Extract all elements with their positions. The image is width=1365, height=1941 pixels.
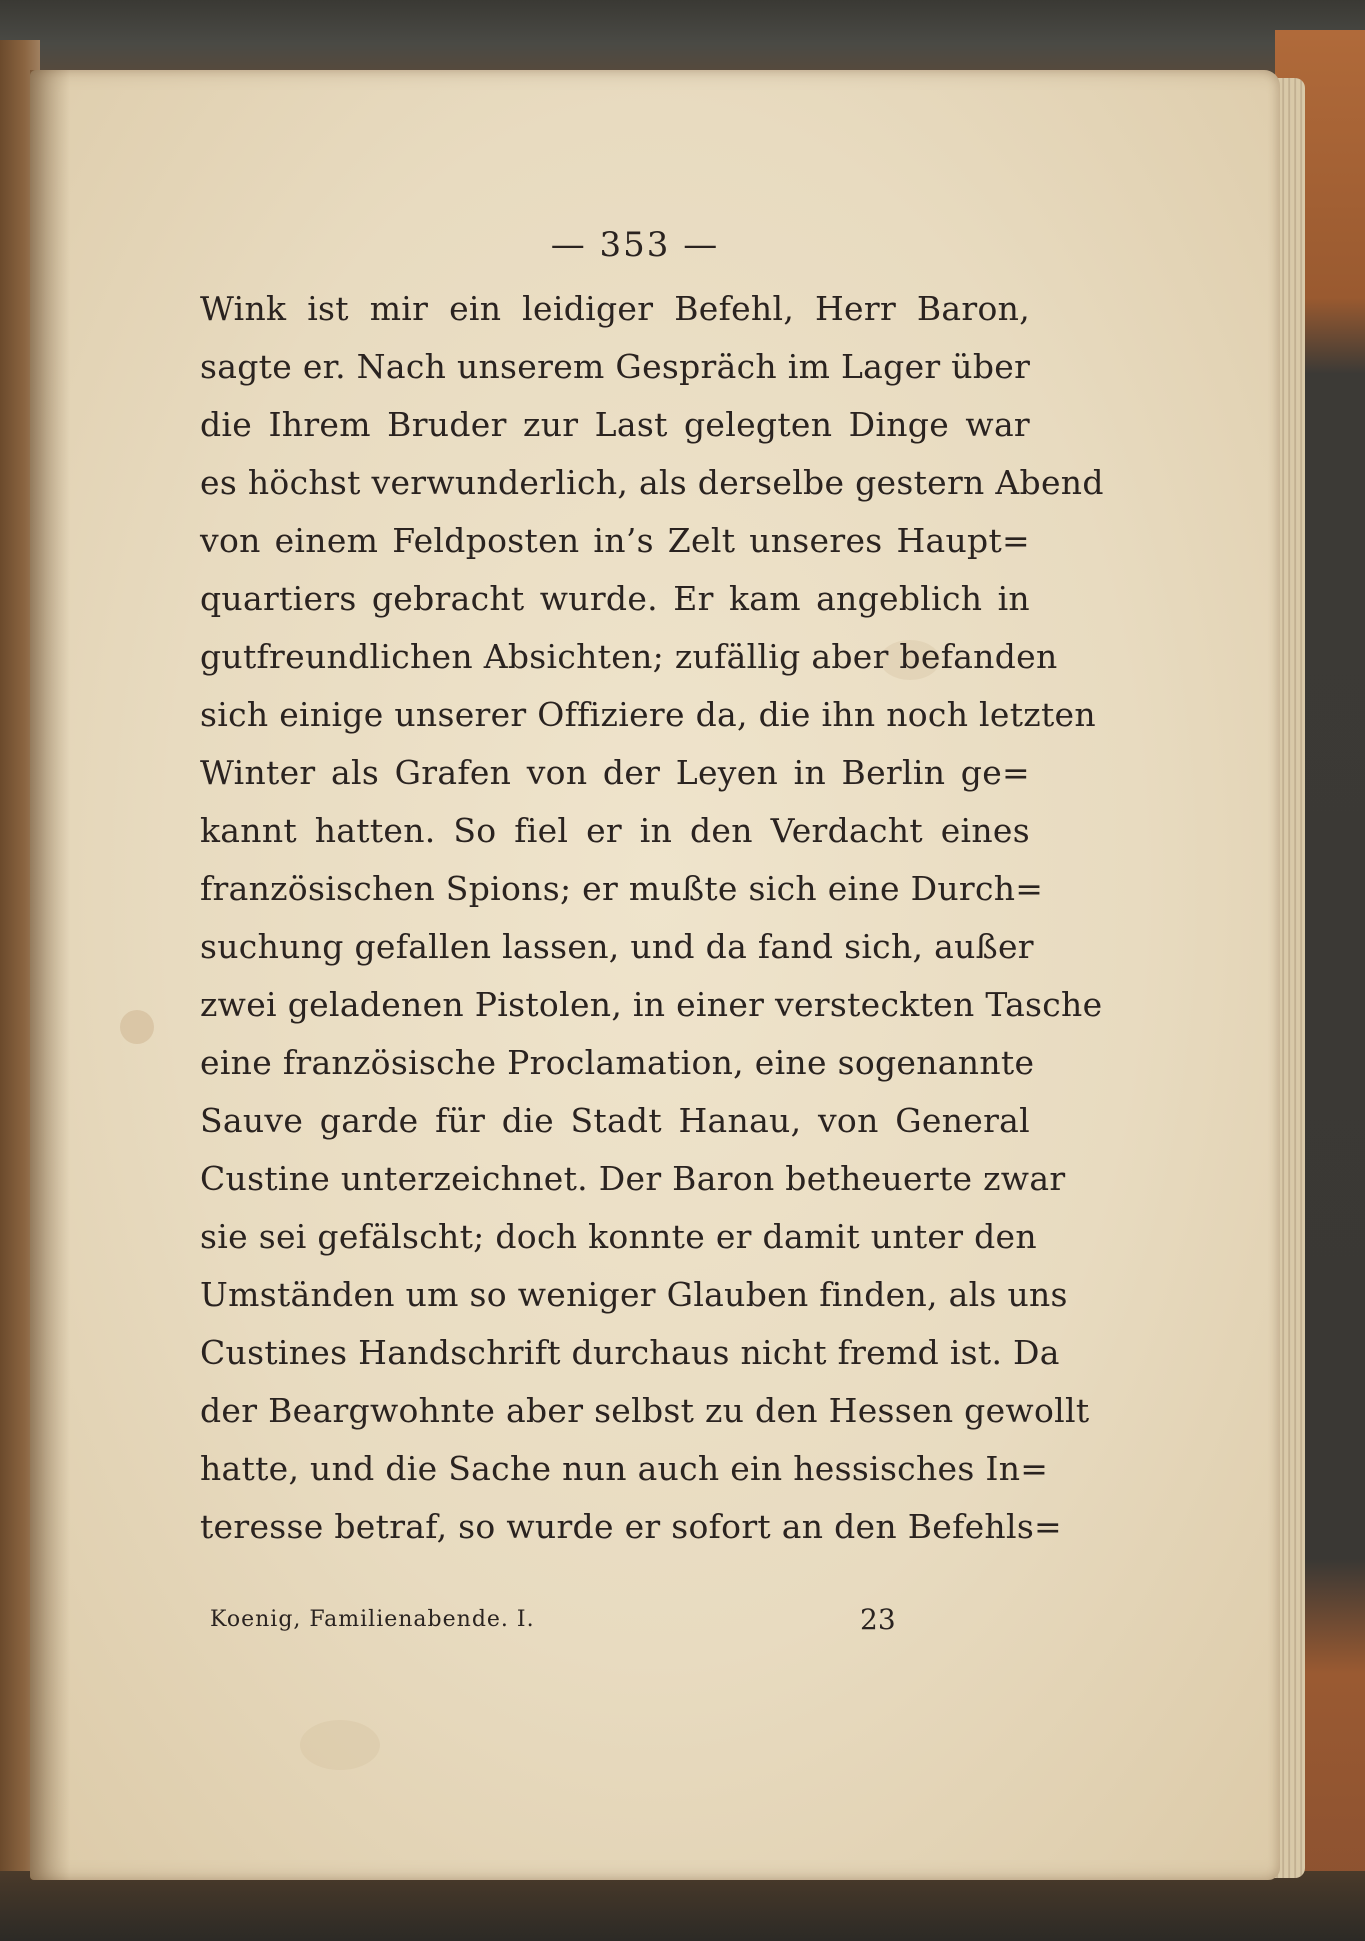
page-text (200, 210, 1104, 1556)
text-line: französischen Spions; er mußte sich eine Durch= (200, 869, 1044, 908)
page-footer (210, 1600, 910, 1640)
text-line: die Ihrem Bruder zur Last gelegten Dinge war (200, 405, 1030, 444)
text-line: Custines Handschrift durchaus nicht fremd ist. Da (200, 1333, 1060, 1372)
paper-stain (120, 1010, 154, 1044)
text-line: Umständen um so weniger Glauben finden, als uns (200, 1275, 1068, 1314)
printer-signature: Koenig, Familienabende. I. (210, 1607, 535, 1632)
text-line: quartiers gebracht wurde. Er kam angeblich in (200, 579, 1030, 618)
text-line: der Beargwohnte aber selbst zu den Hessen gewollt (200, 1391, 1090, 1430)
text-line: Wink ist mir ein leidiger Befehl, Herr Baron, (200, 289, 1030, 328)
top-binding (0, 0, 1365, 80)
text-line: suchung gefallen lassen, und da fand sich, außer (200, 927, 1034, 966)
text-line: Winter als Grafen von der Leyen in Berlin ge= (200, 753, 1030, 792)
text-line: hatte, und die Sache nun auch ein hessisches In= (200, 1449, 1049, 1488)
text-line: gutfreundlichen Absichten; zufällig aber befanden (200, 637, 1058, 676)
bottom-binding (0, 1871, 1365, 1941)
text-line: sich einige unserer Offiziere da, die ihn noch letzten (200, 695, 1096, 734)
text-line: teresse betraf, so wurde er sofort an den Befehls= (200, 1507, 1063, 1546)
text-line: Custine unterzeichnet. Der Baron betheuerte zwar (200, 1159, 1066, 1198)
page-number-header: — 353 — (550, 225, 720, 265)
text-line: kannt hatten. So fiel er in den Verdacht eines (200, 811, 1030, 850)
text-line: sie sei gefälscht; doch konnte er damit unter den (200, 1217, 1037, 1256)
paper-stain (300, 1720, 380, 1770)
sheet-number: 23 (860, 1603, 896, 1636)
text-line: sagte er. Nach unserem Gespräch im Lager über (200, 347, 1031, 386)
text-line: es höchst verwunderlich, als derselbe gestern Abend (200, 463, 1104, 502)
text-line: eine französische Proclamation, eine sogenannte (200, 1043, 1035, 1082)
gutter-shadow (30, 70, 70, 1880)
text-line: von einem Feldposten in’s Zelt unseres Haupt= (200, 521, 1030, 560)
text-line: Sauve garde für die Stadt Hanau, von General (200, 1101, 1030, 1140)
text-line: zwei geladenen Pistolen, in einer versteckten Tasche (200, 985, 1103, 1024)
